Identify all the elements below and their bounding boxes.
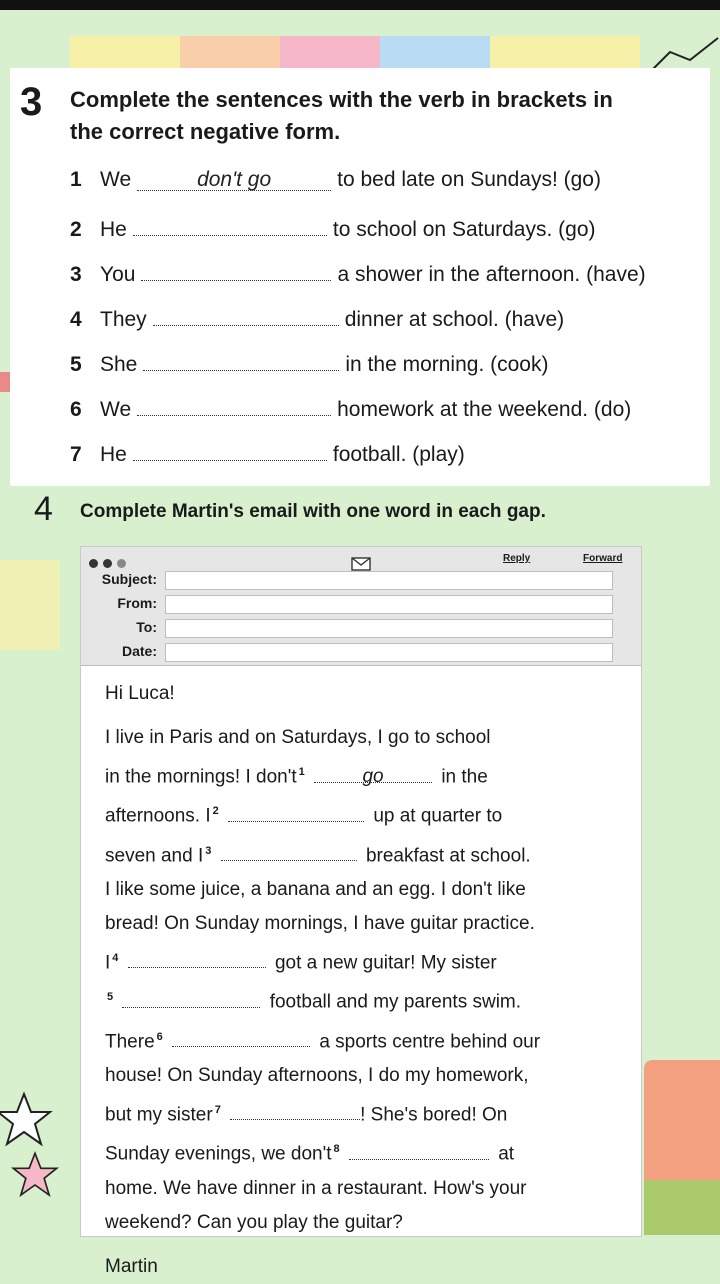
email-text: in the bbox=[441, 766, 488, 788]
sentence-number: 1 bbox=[70, 168, 82, 191]
gap-blank[interactable] bbox=[230, 1097, 360, 1120]
gap-number: 3 bbox=[205, 844, 212, 857]
gap-blank[interactable] bbox=[128, 945, 266, 968]
sentence-subject: We bbox=[100, 398, 132, 421]
email-line: home. We have dinner in a restaurant. How's your bbox=[105, 1177, 527, 1199]
instruction-line-2: the correct negative form. bbox=[70, 119, 341, 144]
email-text: ! She's bored! On bbox=[360, 1104, 508, 1126]
star-pink-icon bbox=[10, 1150, 60, 1200]
sentence-4 bbox=[70, 303, 564, 332]
bg-strip-yellow bbox=[70, 36, 180, 70]
gap-blank[interactable] bbox=[228, 799, 364, 822]
sentence-3 bbox=[70, 258, 646, 287]
gap-blank[interactable] bbox=[122, 985, 260, 1008]
bg-shape-yellow-left bbox=[0, 560, 60, 650]
window-dot-1 bbox=[89, 559, 98, 568]
email-line: bread! On Sunday mornings, I have guitar practice. bbox=[105, 912, 535, 934]
sentence-rest: football. (play) bbox=[332, 443, 465, 466]
email-line bbox=[105, 980, 625, 1019]
email-line: weekend? Can you play the guitar? bbox=[105, 1211, 403, 1233]
email-body bbox=[105, 677, 625, 1284]
email-line bbox=[105, 941, 625, 980]
sentence-rest: homework at the weekend. (do) bbox=[337, 398, 632, 421]
email-text: in the mornings! I don't bbox=[105, 766, 297, 788]
answer-blank[interactable]: don't go bbox=[137, 168, 331, 191]
sentence-number: 7 bbox=[70, 443, 82, 466]
sentence-1 bbox=[70, 168, 601, 192]
gap-blank[interactable] bbox=[221, 838, 357, 861]
gap-blank[interactable] bbox=[349, 1137, 489, 1160]
email-line bbox=[105, 834, 625, 873]
sentence-subject: You bbox=[100, 263, 136, 286]
exercise-3-instruction bbox=[70, 84, 613, 148]
from-label: From: bbox=[117, 595, 157, 611]
from-field[interactable] bbox=[165, 595, 613, 614]
bg-strip-pink bbox=[280, 36, 380, 70]
sentence-6 bbox=[70, 393, 631, 422]
answer-blank[interactable] bbox=[141, 258, 331, 281]
sentence-rest: dinner at school. (have) bbox=[344, 308, 565, 331]
gap-number: 4 bbox=[112, 951, 119, 964]
email-text: football and my parents swim. bbox=[269, 991, 522, 1013]
top-bar bbox=[0, 0, 720, 10]
exercise-3-number: 3 bbox=[20, 80, 43, 124]
gap-number: 8 bbox=[333, 1143, 340, 1156]
sentence-subject: He bbox=[100, 218, 127, 241]
to-field[interactable] bbox=[165, 619, 613, 638]
email-line bbox=[105, 794, 625, 833]
email-text: breakfast at school. bbox=[365, 844, 531, 866]
date-field[interactable] bbox=[165, 643, 613, 662]
email-line bbox=[105, 755, 625, 794]
subject-label: Subject: bbox=[101, 571, 157, 587]
sentence-rest: to school on Saturdays. (go) bbox=[332, 218, 596, 241]
email-line: house! On Sunday afternoons, I do my homework, bbox=[105, 1064, 529, 1086]
answer-blank[interactable] bbox=[143, 348, 339, 371]
sentence-number: 5 bbox=[70, 353, 82, 376]
email-text: at bbox=[498, 1143, 515, 1165]
email-text: There bbox=[105, 1030, 155, 1052]
sentence-subject: We bbox=[100, 168, 132, 191]
answer-blank[interactable] bbox=[153, 303, 339, 326]
sentence-rest: in the morning. (cook) bbox=[345, 353, 549, 376]
email-line bbox=[105, 1020, 625, 1059]
sentence-number: 3 bbox=[70, 263, 82, 286]
window-dot-3 bbox=[117, 559, 126, 568]
email-line bbox=[105, 1093, 625, 1132]
sentence-subject: They bbox=[100, 308, 147, 331]
email-line bbox=[105, 1132, 625, 1171]
email-text: Sunday evenings, we don't bbox=[105, 1143, 332, 1165]
email-text: got a new guitar! My sister bbox=[274, 952, 497, 974]
email-signature: Martin bbox=[105, 1255, 158, 1277]
envelope-icon[interactable] bbox=[351, 557, 371, 571]
answer-blank[interactable] bbox=[137, 393, 331, 416]
email-text: afternoons. I bbox=[105, 805, 211, 827]
exercise-4-number: 4 bbox=[34, 490, 53, 528]
bg-shape-red bbox=[0, 372, 10, 392]
gap-blank[interactable] bbox=[172, 1024, 310, 1047]
bg-shape-green-right bbox=[644, 1180, 720, 1235]
star-outline-icon bbox=[0, 1090, 54, 1150]
email-text: seven and I bbox=[105, 844, 204, 866]
bg-shape-orange-right bbox=[644, 1060, 720, 1180]
sentence-number: 2 bbox=[70, 218, 82, 241]
email-text: but my sister bbox=[105, 1104, 213, 1126]
gap-number: 5 bbox=[107, 991, 114, 1004]
subject-field[interactable] bbox=[165, 571, 613, 590]
sentence-2 bbox=[70, 213, 596, 242]
email-line: I like some juice, a banana and an egg. I don't like bbox=[105, 878, 526, 900]
reply-button[interactable]: Reply bbox=[503, 553, 531, 564]
sentence-number: 4 bbox=[70, 308, 82, 331]
bg-strip-yellow2 bbox=[490, 36, 640, 70]
sentence-7 bbox=[70, 438, 465, 467]
gap-blank[interactable]: go bbox=[314, 760, 432, 783]
email-line: I live in Paris and on Saturdays, I go to school bbox=[105, 727, 491, 748]
email-text: up at quarter to bbox=[373, 805, 503, 827]
email-header bbox=[81, 547, 641, 666]
forward-button[interactable]: Forward bbox=[583, 553, 623, 564]
sentence-number: 6 bbox=[70, 398, 82, 421]
instruction-line-1: Complete the sentences with the verb in brackets in bbox=[70, 87, 613, 112]
gap-number: 2 bbox=[212, 805, 219, 818]
to-label: To: bbox=[136, 619, 157, 635]
sentence-5 bbox=[70, 348, 548, 377]
answer-blank[interactable] bbox=[133, 438, 327, 461]
email-window bbox=[80, 546, 642, 1277]
email-greeting: Hi Luca! bbox=[105, 683, 175, 704]
exercise-4-instruction: Complete Martin's email with one word in each gap. bbox=[80, 501, 546, 522]
sentence-rest: a shower in the afternoon. (have) bbox=[337, 263, 646, 286]
email-text: I bbox=[105, 952, 111, 974]
gap-number: 1 bbox=[298, 766, 305, 778]
gap-number: 7 bbox=[214, 1103, 221, 1116]
gap-number: 6 bbox=[156, 1030, 163, 1043]
bg-strip-peach bbox=[180, 36, 280, 70]
bg-strip-blue bbox=[380, 36, 490, 70]
email-text: a sports centre behind our bbox=[319, 1030, 541, 1052]
sentence-subject: She bbox=[100, 353, 138, 376]
window-dot-2 bbox=[103, 559, 112, 568]
sentence-subject: He bbox=[100, 443, 127, 466]
sentence-rest: to bed late on Sundays! (go) bbox=[337, 168, 601, 191]
answer-blank[interactable] bbox=[133, 213, 327, 236]
date-label: Date: bbox=[121, 643, 157, 659]
